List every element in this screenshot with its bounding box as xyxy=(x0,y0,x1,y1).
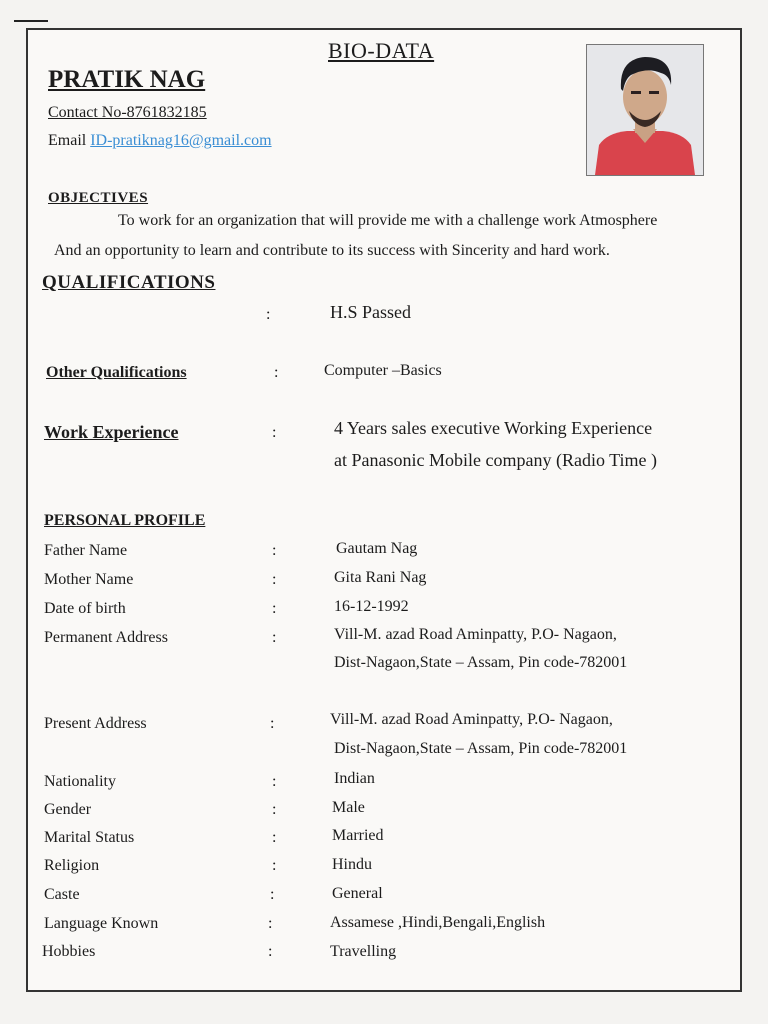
present-address-label: Present Address xyxy=(44,715,147,732)
date-of-birth-label: Date of birth xyxy=(44,600,126,617)
other-qualifications-colon: : xyxy=(274,364,279,381)
present-address-colon: : xyxy=(270,715,275,732)
hobbies-label: Hobbies xyxy=(42,943,96,960)
mother-name-value: Gita Rani Nag xyxy=(334,569,427,586)
permanent-address-label: Permanent Address xyxy=(44,629,168,646)
objectives-heading: OBJECTIVES xyxy=(48,190,149,206)
candidate-name: PRATIK NAG xyxy=(48,66,206,93)
other-qualifications-label: Other Qualifications xyxy=(46,364,187,381)
father-name-colon: : xyxy=(272,542,277,559)
work-experience-line-2: at Panasonic Mobile company (Radio Time ) xyxy=(334,450,657,470)
objectives-line-2: And an opportunity to learn and contribute to its success with Sincerity and hard work. xyxy=(54,242,610,259)
gender-label: Gender xyxy=(44,801,92,818)
qualifications-value: H.S Passed xyxy=(330,302,412,322)
email-line xyxy=(48,132,272,150)
qualifications-heading: QUALIFICATIONS xyxy=(42,272,216,293)
other-qualifications-value: Computer –Basics xyxy=(324,362,442,379)
caste-label: Caste xyxy=(44,886,80,903)
present-address-line-2: Dist-Nagaon,State – Assam, Pin code-782001 xyxy=(334,740,628,757)
email-link[interactable]: ID-pratiknag16@gmail.com xyxy=(90,132,272,149)
nationality-value: Indian xyxy=(334,770,375,787)
permanent-address-line-1: Vill-M. azad Road Aminpatty, P.O- Nagaon, xyxy=(334,626,617,643)
hobbies-colon: : xyxy=(268,943,273,960)
religion-label: Religion xyxy=(44,857,100,874)
date-of-birth-colon: : xyxy=(272,600,277,617)
personal-profile-heading: PERSONAL PROFILE xyxy=(44,512,206,529)
nationality-label: Nationality xyxy=(44,773,116,790)
person-photo-icon xyxy=(587,45,703,175)
permanent-address-line-2: Dist-Nagaon,State – Assam, Pin code-782001 xyxy=(334,654,628,671)
gender-value: Male xyxy=(332,799,365,816)
marital-status-colon: : xyxy=(272,829,277,846)
caste-colon: : xyxy=(270,886,275,903)
nationality-colon: : xyxy=(272,773,277,790)
contact-number: Contact No-8761832185 xyxy=(48,104,207,121)
language-known-label: Language Known xyxy=(44,915,159,932)
work-experience-label: Work Experience xyxy=(44,422,179,442)
page-mark xyxy=(14,20,48,22)
permanent-address-colon: : xyxy=(272,629,277,646)
document-title: BIO-DATA xyxy=(328,38,435,63)
mother-name-colon: : xyxy=(272,571,277,588)
present-address-line-1: Vill-M. azad Road Aminpatty, P.O- Nagaon, xyxy=(330,711,613,728)
gender-colon: : xyxy=(272,801,277,818)
language-known-colon: : xyxy=(268,915,273,932)
caste-value: General xyxy=(332,885,383,902)
bio-data-document xyxy=(26,28,742,992)
objectives-line-1: To work for an organization that will provide me with a challenge work Atmosphere xyxy=(118,212,658,229)
profile-photo xyxy=(586,44,704,176)
marital-status-value: Married xyxy=(332,827,384,844)
qualifications-colon: : xyxy=(266,306,271,323)
mother-name-label: Mother Name xyxy=(44,571,134,588)
work-experience-colon: : xyxy=(272,424,277,441)
date-of-birth-value: 16-12-1992 xyxy=(334,598,409,615)
hobbies-value: Travelling xyxy=(330,943,397,960)
religion-value: Hindu xyxy=(332,856,372,873)
language-known-value: Assamese ,Hindi,Bengali,English xyxy=(330,914,546,931)
email-label: Email xyxy=(48,132,91,149)
marital-status-label: Marital Status xyxy=(44,829,135,846)
father-name-label: Father Name xyxy=(44,542,128,559)
work-experience-line-1: 4 Years sales executive Working Experience xyxy=(334,418,653,438)
father-name-value: Gautam Nag xyxy=(336,540,418,557)
religion-colon: : xyxy=(272,857,277,874)
